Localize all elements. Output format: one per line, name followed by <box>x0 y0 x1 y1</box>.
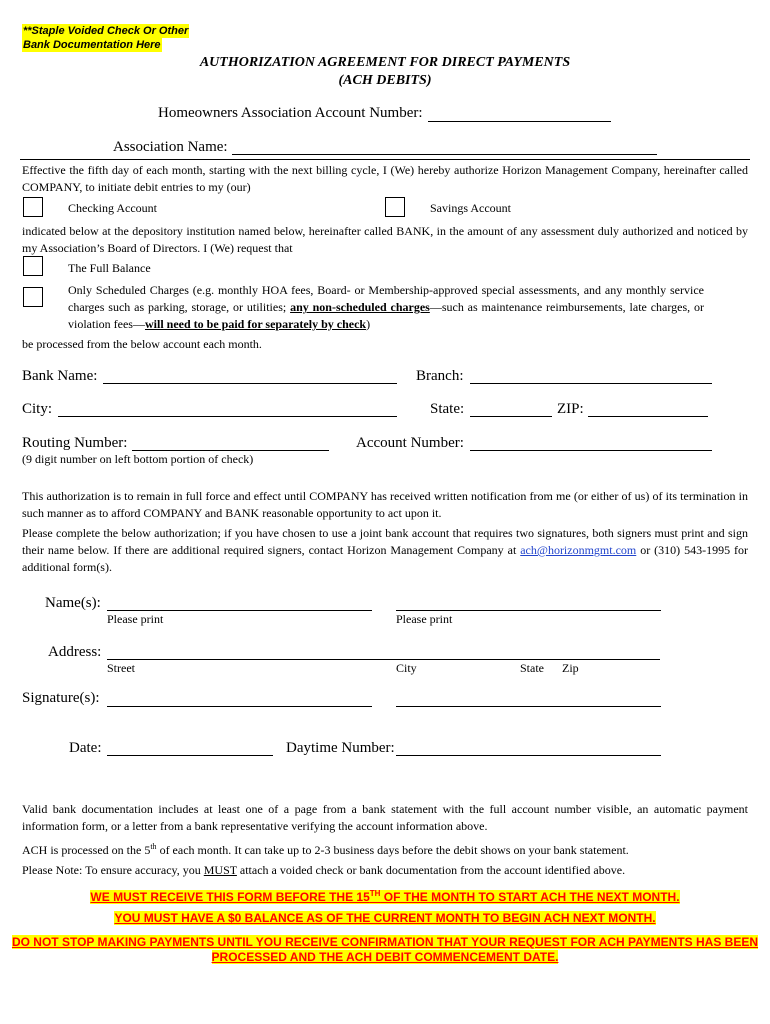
account-number-label: Account Number: <box>356 435 464 451</box>
state-field[interactable] <box>470 416 552 417</box>
name-field-1[interactable] <box>107 610 372 611</box>
association-name-field[interactable] <box>232 154 657 155</box>
routing-number-note: (9 digit number on left bottom portion of check) <box>22 452 254 466</box>
documentation-paragraph: Valid bank documentation includes at least one of a page from a bank statement with the full account number visible, an automatic payment information form, or a letter from a bank representative verifying the account information above. <box>22 802 748 833</box>
processed-text: be processed from the below account each month. <box>22 337 262 351</box>
street-caption: Street <box>107 661 135 675</box>
branch-field[interactable] <box>470 383 712 384</box>
date-label: Date: <box>69 740 102 756</box>
name-field-2[interactable] <box>396 610 661 611</box>
bank-name-field[interactable] <box>103 383 397 384</box>
full-balance-label: The Full Balance <box>68 261 151 275</box>
address-field[interactable] <box>107 659 660 660</box>
warning-balance: YOU MUST HAVE A $0 BALANCE AS OF THE CURRENT MONTH TO BEGIN ACH NEXT MONTH. <box>114 911 656 925</box>
state-label: State: <box>430 401 465 417</box>
form-title: AUTHORIZATION AGREEMENT FOR DIRECT PAYMENTS <box>199 55 571 70</box>
authorization-paragraph: This authorization is to remain in full force and effect until COMPANY has received written notification from me (or either of us) of its termination in such manner as to afford COMPANY and BANK reasonable opportunity to act upon it. <box>22 489 748 520</box>
checking-account-label: Checking Account <box>68 201 157 215</box>
account-number-field[interactable] <box>470 450 712 451</box>
staple-note-line2: Bank Documentation Here <box>23 39 161 51</box>
city-field[interactable] <box>58 416 397 417</box>
hoa-account-number-field[interactable] <box>428 121 611 122</box>
checking-account-checkbox[interactable] <box>23 197 43 217</box>
full-balance-checkbox[interactable] <box>23 256 43 276</box>
zip-field[interactable] <box>588 416 708 417</box>
section-divider <box>20 159 750 160</box>
association-name-label: Association Name: <box>113 139 228 155</box>
date-field[interactable] <box>107 755 273 756</box>
form-subtitle: (ACH DEBITS) <box>338 73 432 88</box>
savings-account-label: Savings Account <box>430 201 511 215</box>
please-note-paragraph: Please Note: To ensure accuracy, you MUST attach a voided check or bank documentation from the account identified above. <box>22 863 626 877</box>
email-link[interactable]: ach@horizonmgmt.com <box>520 543 637 557</box>
scheduled-charges-checkbox[interactable] <box>23 287 43 307</box>
joint-account-paragraph: Please complete the below authorization; if you have chosen to use a joint bank account that requires two signatures, both signers must print and sign their name below. If there are additional required signers, contact Horizon Management Company at ach@horizonmgmt.com or (310) 543-1995 for additional form(s). <box>22 526 749 574</box>
intro-paragraph: Effective the fifth day of each month, starting with the next billing cycle, I (We) hereby authorize Horizon Management Company, hereinafter called COMPANY, to initiate debit entries to my (our) <box>22 163 748 194</box>
state-caption: State <box>520 661 544 675</box>
names-label: Name(s): <box>45 595 101 611</box>
daytime-number-label: Daytime Number: <box>286 740 395 756</box>
ach-processing-paragraph: ACH is processed on the 5th of each month. It can take up to 2-3 business days before the debit shows on your bank statement. <box>22 842 629 857</box>
savings-account-checkbox[interactable] <box>385 197 405 217</box>
zip-label: ZIP: <box>557 401 584 417</box>
daytime-number-field[interactable] <box>396 755 661 756</box>
please-print-2: Please print <box>396 612 453 626</box>
address-label: Address: <box>48 644 102 660</box>
routing-number-field[interactable] <box>132 450 329 451</box>
scheduled-charges-label: Only Scheduled Charges (e.g. monthly HOA fees, Board- or Membership-approved special assessments, and any monthly service charges such as parking, storage, or utilities; any non-scheduled charges—such as maintenance reimbursements, late charges, or violation fees—will need to be paid for separately by check) <box>68 283 704 331</box>
depository-paragraph: indicated below at the depository institution named below, hereinafter called BANK, in the amount of any assessment duly authorized and noticed by my Association’s Board of Directors. I (We) request that <box>22 224 748 255</box>
warning-continue-payments: DO NOT STOP MAKING PAYMENTS UNTIL YOU RECEIVE CONFIRMATION THAT YOUR REQUEST FOR ACH PAYMENTS HAS BEEN PROCESSED AND THE ACH DEBIT COMMENCEMENT DATE. <box>11 935 759 964</box>
bank-name-label: Bank Name: <box>22 368 98 384</box>
staple-note-line1: **Staple Voided Check Or Other <box>23 25 189 37</box>
routing-number-label: Routing Number: <box>22 435 128 451</box>
city-label: City: <box>22 401 53 417</box>
zip-caption: Zip <box>562 661 579 675</box>
signature-field-2[interactable] <box>396 706 661 707</box>
please-print-1: Please print <box>107 612 164 626</box>
hoa-account-number-label: Homeowners Association Account Number: <box>158 105 423 121</box>
branch-label: Branch: <box>416 368 464 384</box>
city-caption: City <box>396 661 417 675</box>
signature-field-1[interactable] <box>107 706 372 707</box>
warning-deadline: WE MUST RECEIVE THIS FORM BEFORE THE 15TH OF THE MONTH TO START ACH THE NEXT MONTH. <box>90 889 680 904</box>
signatures-label: Signature(s): <box>22 690 100 706</box>
